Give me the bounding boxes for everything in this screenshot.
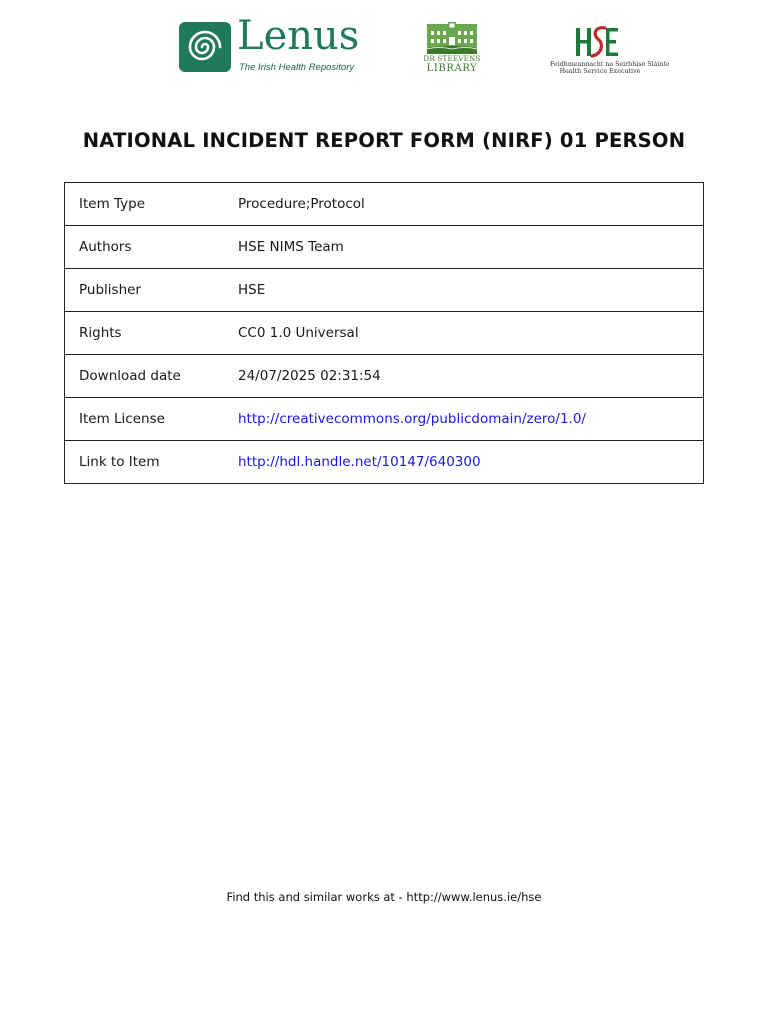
lenus-spiral-icon	[179, 22, 231, 72]
item-license-label: Item License	[65, 398, 226, 441]
lenus-logo	[179, 13, 361, 76]
hse-logo	[550, 22, 670, 78]
hse-irish-name: Feidhmeannacht na Seirbhíse Sláinte	[550, 61, 670, 68]
table-row	[65, 226, 704, 269]
document-title: NATIONAL INCIDENT REPORT FORM (NIRF) 01 PERSON	[82, 129, 686, 152]
table-row	[65, 312, 704, 355]
item-type-label: Item Type	[65, 183, 226, 226]
table-row	[65, 269, 704, 312]
item-license-link[interactable]: http://creativecommons.org/publicdomain/zero/1.0/	[238, 411, 586, 427]
download-date-value: 24/07/2025 02:31:54	[225, 355, 704, 398]
authors-value: HSE NIMS Team	[225, 226, 704, 269]
steevens-library-logo	[423, 22, 481, 76]
item-handle-link[interactable]: http://hdl.handle.net/10147/640300	[238, 454, 481, 470]
hse-mark-icon	[574, 22, 620, 60]
footer-note: Find this and similar works at - http://www.lenus.ie/hse	[226, 890, 542, 904]
link-to-item-cell	[225, 441, 704, 484]
steevens-line1: DR STEEVENS	[423, 55, 481, 63]
lenus-tagline: The Irish Health Repository	[239, 62, 355, 73]
steevens-line2: LIBRARY	[426, 63, 478, 74]
item-type-value: Procedure;Protocol	[225, 183, 704, 226]
link-to-item-label: Link to Item	[65, 441, 226, 484]
authors-label: Authors	[65, 226, 226, 269]
hse-english-name: Health Service Executive	[559, 68, 641, 76]
lenus-wordmark: Lenus	[237, 13, 360, 59]
rights-value: CC0 1.0 Universal	[225, 312, 704, 355]
table-row	[65, 183, 704, 226]
item-license-cell	[225, 398, 704, 441]
download-date-label: Download date	[65, 355, 226, 398]
table-row	[65, 441, 704, 484]
publisher-value: HSE	[225, 269, 704, 312]
publisher-label: Publisher	[65, 269, 226, 312]
table-row	[65, 398, 704, 441]
metadata-table	[64, 182, 704, 484]
table-row	[65, 355, 704, 398]
library-building-icon	[423, 22, 481, 56]
rights-label: Rights	[65, 312, 226, 355]
